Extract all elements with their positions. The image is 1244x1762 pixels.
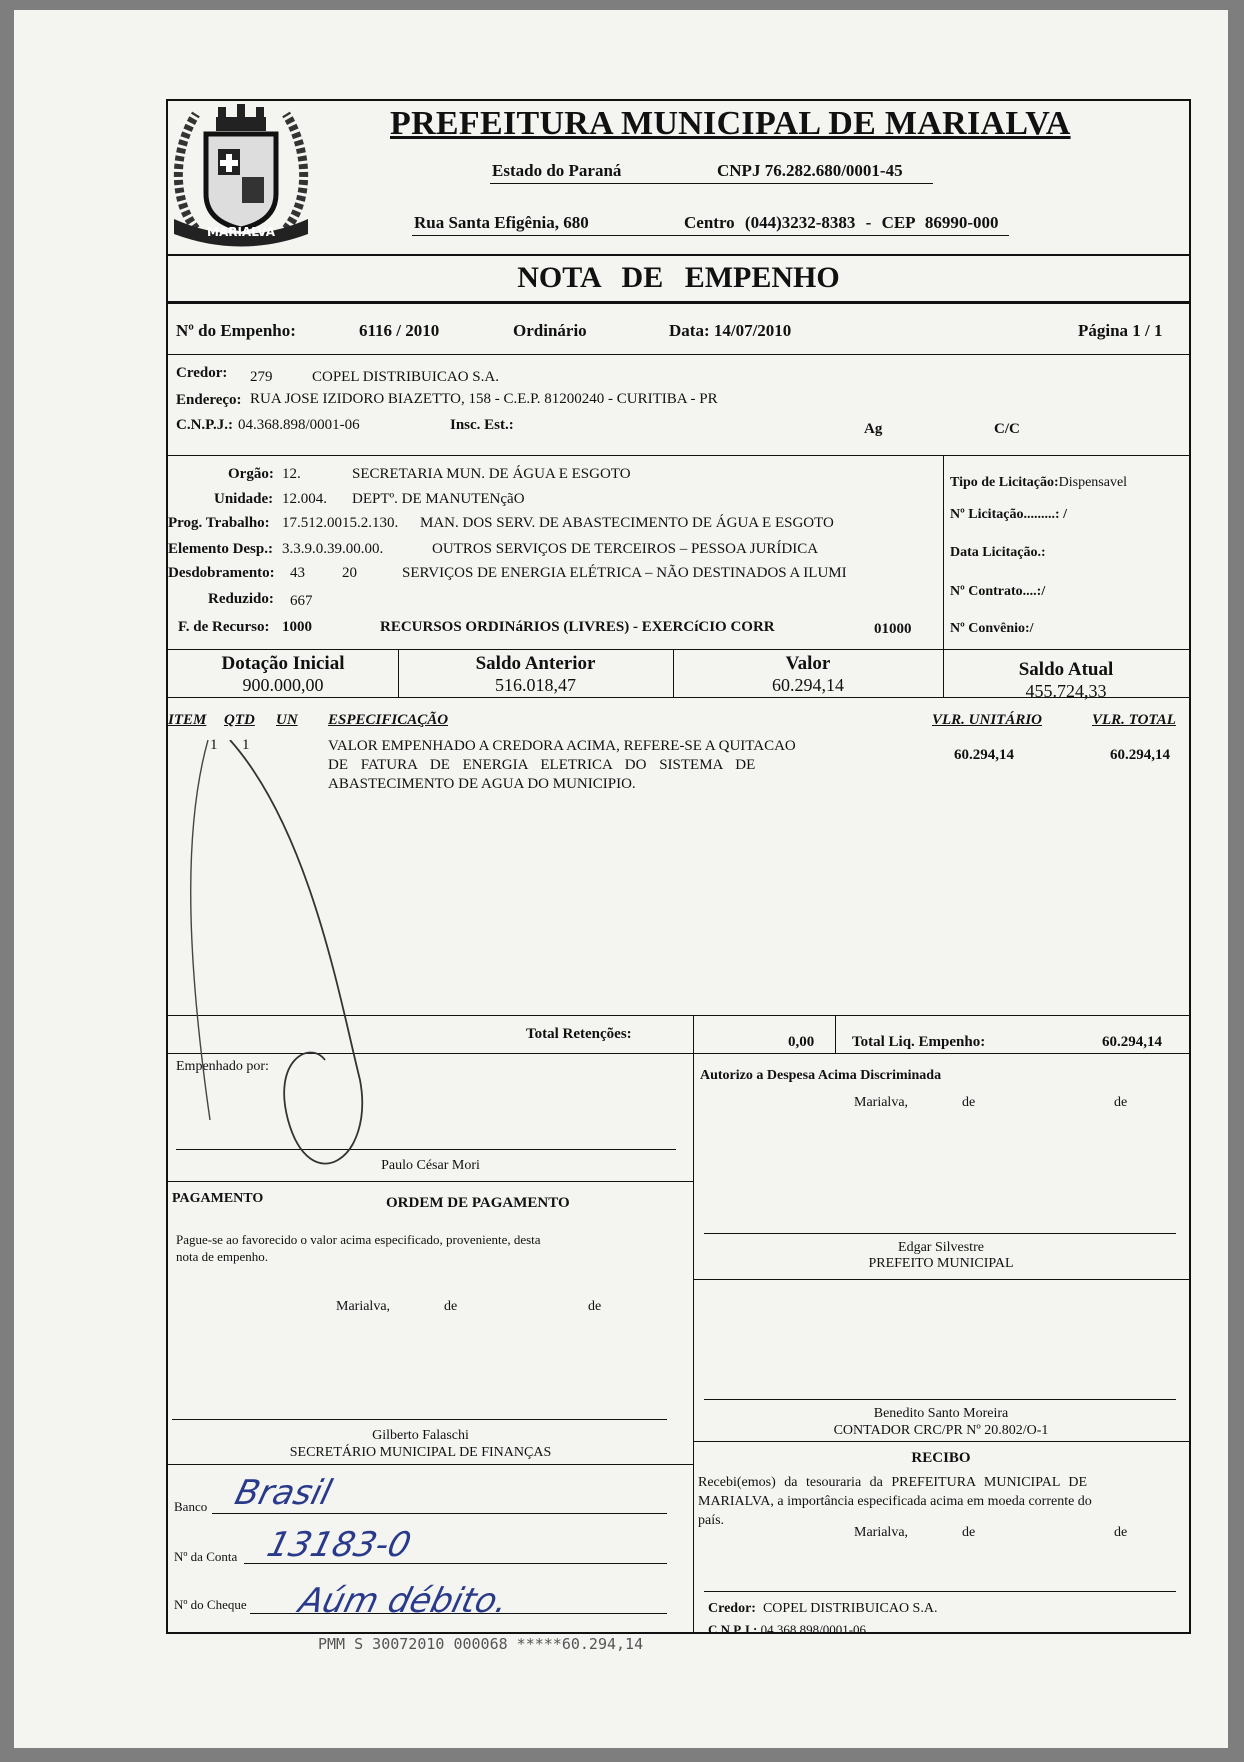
banco-handwriting: Brasil	[231, 1473, 336, 1513]
item-total-value: 60.294,14	[1110, 747, 1170, 763]
saldo-value: 60.294,14	[772, 675, 844, 695]
date-de-label: de	[588, 1299, 602, 1314]
unidade-name: DEPTº. DE MANUTENçãO	[352, 491, 525, 507]
conta-handwriting: 13183-0	[263, 1525, 416, 1565]
recibo-text	[698, 1473, 1184, 1530]
pague-se-text	[176, 1231, 541, 1265]
header-address: Rua Santa Efigênia, 680	[414, 213, 589, 232]
spec-line: DE FATURA DE ENERGIA ELETRICA DO SISTEMA DE	[328, 757, 756, 773]
item-unit-value: 60.294,14	[954, 747, 1014, 763]
contrato-number: Nº Contrato....:/	[950, 584, 1046, 599]
empenhado-por-name: Paulo César Mori	[381, 1158, 480, 1173]
saldo-dotacao-inicial	[168, 653, 398, 696]
convenio-number: Nº Convênio:/	[950, 621, 1034, 636]
saldo-label: Valor	[785, 653, 831, 674]
elemento-name: OUTROS SERVIÇOS DE TERCEIROS – PESSOA JURÍDICA	[432, 541, 819, 557]
divider	[168, 254, 1189, 256]
orgao-label: Orgão:	[228, 466, 274, 482]
autorizo-heading: Autorizo a Despesa Acima Discriminada	[700, 1068, 942, 1083]
spec-column-header: ESPECIFICAÇÃO	[328, 712, 449, 728]
credor-cnpj: 04.368.898/0001-06	[238, 417, 360, 433]
licitacao-date: Data Licitação.:	[950, 545, 1046, 560]
recurso-name: RECURSOS ORDINáRIOS (LIVRES) - EXERCíCIO CORR	[380, 619, 775, 635]
recurso-code: 1000	[282, 619, 312, 635]
signature-line	[172, 1419, 667, 1420]
recibo-cnpj-label: C.N.P.J.:	[708, 1622, 758, 1637]
recibo-cnpj	[708, 1622, 866, 1638]
date-de-label: de	[1114, 1525, 1128, 1540]
contador-title: CONTADOR CRC/PR Nº 20.802/O-1	[833, 1423, 1049, 1438]
saldo-label: Saldo Atual	[1018, 659, 1114, 680]
saldo-label: Dotação Inicial	[221, 653, 345, 674]
conta-label: Nº da Conta	[174, 1549, 238, 1564]
item-column-header: ITEM	[168, 712, 207, 728]
recibo-cnpj-value: 04.368.898/0001-06	[760, 1622, 867, 1637]
recibo-heading: RECIBO	[911, 1450, 971, 1466]
divider	[168, 697, 1189, 698]
empenho-date: Data: 14/07/2010	[669, 321, 792, 340]
total-liquido-label: Total Liq. Empenho:	[852, 1034, 986, 1050]
banco-label: Banco	[174, 1499, 208, 1514]
licitacao-type-label: Tipo de Licitação:Dispensavel	[950, 475, 1128, 490]
divider	[168, 455, 1189, 456]
ordem-pagamento-heading: ORDEM DE PAGAMENTO	[386, 1195, 570, 1211]
municipal-coat-of-arms-icon	[166, 99, 316, 249]
recibo-credor-name: COPEL DISTRIBUICAO S.A.	[762, 1601, 938, 1616]
column-divider	[835, 1015, 836, 1053]
desdobramento-label: Desdobramento:	[168, 565, 275, 581]
saldo-value: 455.724,33	[1025, 681, 1107, 701]
ag-label: Ag	[864, 421, 883, 437]
divider	[168, 649, 1189, 650]
date-de-label: de	[1114, 1095, 1128, 1110]
column-divider	[693, 1015, 694, 1053]
spec-line: ABASTECIMENTO DE AGUA DO MUNICIPIO.	[328, 776, 636, 792]
secretario-title: SECRETÁRIO MUNICIPAL DE FINANÇAS	[289, 1445, 552, 1460]
recurso-label: F. de Recurso:	[178, 619, 270, 635]
empenho-number-label: Nº do Empenho:	[176, 321, 296, 340]
page-number: Página 1 / 1	[1078, 321, 1163, 340]
elemento-code: 3.3.9.0.39.00.00.	[282, 541, 384, 557]
place-label: Marialva,	[854, 1095, 909, 1110]
place-label: Marialva,	[854, 1525, 909, 1540]
saldo-value: 900.000,00	[242, 675, 324, 695]
prefeito-name: Edgar Silvestre	[898, 1240, 984, 1255]
item-specification	[328, 737, 848, 794]
pen-scribble-icon	[160, 740, 400, 1180]
seal-lettering: MARIALVA	[207, 225, 275, 239]
saldo-label: Saldo Anterior	[475, 653, 596, 674]
recibo-credor	[708, 1601, 937, 1617]
recibo-line: Recebi(emos) da tesouraria da PREFEITURA MUNICIPAL DE	[698, 1475, 1088, 1490]
orgao-code: 12.	[282, 466, 301, 482]
recibo-line: país.	[698, 1513, 725, 1528]
unidade-code: 12.004.	[282, 491, 327, 507]
item-qtd: 1	[242, 737, 250, 753]
cheque-handwriting: Aúm débito.	[295, 1581, 513, 1621]
pagamento-heading: PAGAMENTO	[172, 1191, 264, 1206]
item-number: 1	[210, 737, 218, 753]
qtd-column-header: QTD	[224, 712, 255, 728]
signature-line	[704, 1399, 1176, 1400]
divider	[168, 1181, 693, 1182]
validation-stamp: PMM S 30072010 000068 *****60.294,14	[318, 1635, 644, 1653]
secretario-signature-block	[168, 1427, 673, 1461]
column-divider	[943, 455, 944, 649]
prog-trabalho-label: Prog. Trabalho:	[168, 515, 270, 531]
empenhado-por-label: Empenhado por:	[176, 1059, 269, 1074]
cnpj-label: C.N.P.J.:	[176, 417, 233, 433]
page-title: PREFEITURA MUNICIPAL DE MARIALVA	[390, 105, 1071, 142]
address-label: Endereço:	[176, 392, 242, 408]
prefeito-signature-block	[693, 1240, 1189, 1272]
prog-trabalho-name: MAN. DOS SERV. DE ABASTECIMENTO DE ÁGUA E ESGOTO	[420, 515, 834, 531]
desdobramento-code: 43	[290, 565, 305, 581]
place-label: Marialva,	[336, 1299, 391, 1314]
header-cnpj: CNPJ 76.282.680/0001-45	[717, 161, 903, 180]
credor-address: RUA JOSE IZIDORO BIAZETTO, 158 - C.E.P. 81200240 - CURITIBA - PR	[250, 391, 718, 407]
pague-line: nota de empenho.	[176, 1249, 269, 1264]
cc-label: C/C	[994, 421, 1020, 437]
saldo-anterior	[398, 653, 673, 696]
divider	[168, 354, 1189, 355]
saldo-valor	[673, 653, 943, 696]
secretario-name: Gilberto Falaschi	[372, 1428, 469, 1443]
prog-trabalho-code: 17.512.0015.2.130.	[282, 515, 399, 531]
recibo-line: MARIALVA, a importância especificada acima em moeda corrente do	[698, 1494, 1092, 1509]
licitacao-type-value: Dispensavel	[1058, 475, 1128, 490]
recibo-credor-label: Credor:	[708, 1601, 756, 1616]
date-de-label: de	[962, 1095, 976, 1110]
desdobramento-sub: 20	[342, 565, 357, 581]
signature-line	[704, 1591, 1176, 1592]
signature-line	[704, 1233, 1176, 1234]
recurso-sub: 01000	[874, 621, 912, 637]
header-contact: Centro (044)3232-8383 - CEP 86990-000	[684, 213, 999, 232]
cheque-label: Nº do Cheque	[174, 1597, 247, 1612]
date-de-label: de	[444, 1299, 458, 1314]
total-retencoes-label: Total Retenções:	[526, 1026, 632, 1042]
reduzido-label: Reduzido:	[208, 591, 274, 607]
credor-label: Credor:	[176, 365, 228, 381]
licitacao-number: Nº Licitação.........: /	[950, 507, 1067, 522]
desdobramento-name: SERVIÇOS DE ENERGIA ELÉTRICA – NÃO DESTINADOS A ILUMI	[402, 565, 847, 581]
total-liquido-value: 60.294,14	[1102, 1034, 1162, 1050]
reduzido-value: 667	[290, 593, 313, 609]
credor-code: 279	[250, 369, 273, 385]
empenho-type: Ordinário	[513, 321, 587, 340]
credor-name: COPEL DISTRIBUICAO S.A.	[312, 369, 499, 385]
saldo-value: 516.018,47	[495, 675, 576, 695]
state-name: Estado do Paraná	[492, 161, 622, 180]
orgao-name: SECRETARIA MUN. DE ÁGUA E ESGOTO	[352, 466, 631, 482]
column-divider	[693, 1053, 694, 1634]
insc-est-label: Insc. Est.:	[450, 417, 514, 433]
total-retencoes-value: 0,00	[788, 1034, 815, 1050]
spec-line: VALOR EMPENHADO A CREDORA ACIMA, REFERE-SE A QUITACAO	[328, 738, 796, 754]
document-title: NOTA DE EMPENHO	[517, 261, 840, 294]
contador-name: Benedito Santo Moreira	[873, 1406, 1009, 1421]
unit-value-column-header: VLR. UNITÁRIO	[932, 712, 1043, 728]
header-underline	[490, 183, 933, 184]
pague-line: Pague-se ao favorecido o valor acima especificado, proveniente, desta	[176, 1232, 541, 1247]
elemento-label: Elemento Desp.:	[168, 541, 273, 557]
total-value-column-header: VLR. TOTAL	[1092, 712, 1176, 728]
unidade-label: Unidade:	[214, 491, 274, 507]
divider	[693, 1279, 1189, 1280]
empenho-number: 6116 / 2010	[359, 321, 440, 340]
banco-field[interactable]	[212, 1513, 667, 1514]
saldo-atual	[943, 659, 1189, 702]
divider	[693, 1441, 1189, 1442]
prefeito-title: PREFEITO MUNICIPAL	[868, 1256, 1014, 1271]
address-underline	[412, 235, 1009, 236]
divider	[168, 301, 1189, 304]
un-column-header: UN	[276, 712, 298, 728]
contador-signature-block	[693, 1405, 1189, 1439]
divider	[168, 1464, 693, 1465]
date-de-label: de	[962, 1525, 976, 1540]
